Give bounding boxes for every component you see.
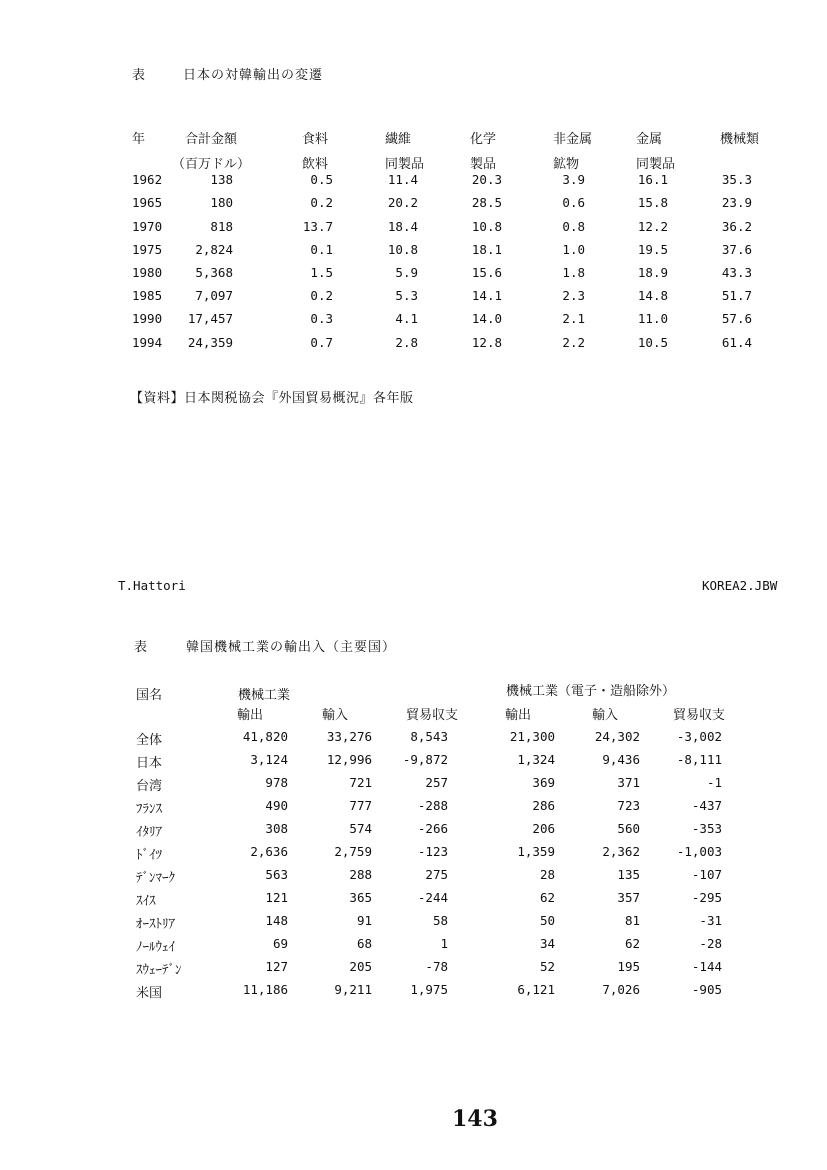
table1-cell: 17,457: [187, 311, 233, 326]
table1-cell: 10.5: [637, 335, 668, 350]
table1-cell-year: 1962: [132, 172, 163, 187]
table1-cell: 61.4: [721, 335, 752, 350]
table1-cell: 5.3: [395, 288, 418, 303]
table1-header: 合計金額: [185, 132, 238, 147]
table2-cell: 58: [432, 913, 448, 928]
table2-cell: 206: [532, 821, 555, 836]
table1-label: 表: [132, 68, 146, 83]
table2-cell: 365: [349, 890, 372, 905]
table2-cell: -31: [699, 913, 722, 928]
table2-cell: 9,436: [602, 752, 640, 767]
table1-header-sub: 鉱物: [553, 157, 580, 172]
page-number: 143: [452, 1106, 498, 1132]
table2-cell: 121: [265, 890, 288, 905]
table2-cell: 2,362: [602, 844, 640, 859]
table1-cell: 13.7: [302, 219, 333, 234]
table2-cell: -437: [691, 798, 722, 813]
table1-cell: 0.5: [310, 172, 333, 187]
table2-cell-country: 日本: [136, 756, 163, 771]
table2-cell: 777: [349, 798, 372, 813]
footer-author: T.Hattori: [118, 578, 186, 593]
table2-cell: 41,820: [242, 729, 288, 744]
table2-cell: -144: [691, 959, 722, 974]
table2-title: 韓国機械工業の輸出入（主要国）: [186, 640, 397, 655]
table1-cell: 2.1: [562, 311, 585, 326]
table2-cell: 1: [440, 936, 448, 951]
table2-cell: -123: [417, 844, 448, 859]
table1-header: 機械類: [720, 132, 760, 147]
table2-cell: -905: [691, 982, 722, 997]
table2-cell-country: 台湾: [136, 779, 163, 794]
table2-cell: 68: [356, 936, 372, 951]
table2-cell: 81: [624, 913, 640, 928]
table2-cell: 9,211: [334, 982, 372, 997]
table1-cell: 1.5: [310, 265, 333, 280]
table1-cell: 12.2: [637, 219, 668, 234]
table2-cell: 1,975: [410, 982, 448, 997]
table2-cell: -78: [425, 959, 448, 974]
table2-cell: 21,300: [509, 729, 555, 744]
table1-cell: 15.6: [471, 265, 502, 280]
table2-cell: 135: [617, 867, 640, 882]
table2-cell: 91: [356, 913, 372, 928]
table2-cell-country: ｽｲｽ: [136, 894, 156, 909]
table2-cell: -1,003: [676, 844, 722, 859]
table1-cell: 51.7: [721, 288, 752, 303]
table1-cell: 4.1: [395, 311, 418, 326]
table2-cell: -3,002: [676, 729, 722, 744]
table2-cell: 490: [265, 798, 288, 813]
table1-cell: 20.2: [387, 195, 418, 210]
table2-cell: -266: [417, 821, 448, 836]
table2-subheader: 輸出: [505, 708, 532, 723]
table1-cell: 20.3: [471, 172, 502, 187]
table2-cell: 3,124: [250, 752, 288, 767]
table2-cell: 33,276: [326, 729, 372, 744]
table1-cell: 14.8: [637, 288, 668, 303]
table1-cell: 10.8: [471, 219, 502, 234]
table2-cell: -9,872: [402, 752, 448, 767]
table1-cell: 18.4: [387, 219, 418, 234]
table2-cell: -353: [691, 821, 722, 836]
table1-cell: 19.5: [637, 242, 668, 257]
table2-cell: -295: [691, 890, 722, 905]
table1-cell: 138: [210, 172, 233, 187]
table2-cell: 11,186: [242, 982, 288, 997]
table2-group2: 機械工業（電子・造船除外）: [506, 684, 676, 699]
table1-cell: 180: [210, 195, 233, 210]
table2-cell-country: ﾄﾞｲﾂ: [136, 848, 162, 863]
table2-cell: 560: [617, 821, 640, 836]
table2-cell: 257: [425, 775, 448, 790]
table1-cell: 18.1: [471, 242, 502, 257]
table2-cell: 721: [349, 775, 372, 790]
table2-cell: -244: [417, 890, 448, 905]
table1-header: 食料: [302, 132, 329, 147]
table2-cell: -288: [417, 798, 448, 813]
table1-cell: 36.2: [721, 219, 752, 234]
table2-cell: -8,111: [676, 752, 722, 767]
table2-cell: 50: [539, 913, 555, 928]
table2-cell: 127: [265, 959, 288, 974]
table2-cell: 24,302: [594, 729, 640, 744]
table1-cell: 11.0: [637, 311, 668, 326]
table1-header: 年: [132, 132, 146, 147]
table2-cell: 286: [532, 798, 555, 813]
table2-cell: 1,324: [517, 752, 555, 767]
table2-cell: 62: [624, 936, 640, 951]
table1-header: 非金属: [553, 132, 593, 147]
table2-header-country: 国名: [136, 688, 163, 703]
table2-subheader: 輸入: [322, 708, 349, 723]
table1-cell-year: 1975: [132, 242, 163, 257]
table1-cell: 0.3: [310, 311, 333, 326]
table1-cell-year: 1985: [132, 288, 163, 303]
table1-cell: 14.0: [471, 311, 502, 326]
table2-subheader: 貿易収支: [406, 708, 459, 723]
table1-cell-year: 1994: [132, 335, 163, 350]
table2-cell: 69: [272, 936, 288, 951]
table1-cell: 5,368: [195, 265, 233, 280]
table2-cell: 978: [265, 775, 288, 790]
table2-cell: 723: [617, 798, 640, 813]
table2-cell: -28: [699, 936, 722, 951]
table1-cell: 0.6: [562, 195, 585, 210]
table2-cell: 62: [539, 890, 555, 905]
table1-header-sub: （百万ドル）: [172, 157, 251, 172]
table1-header-sub: 同製品: [385, 157, 425, 172]
table2-cell: 28: [539, 867, 555, 882]
table2-cell-country: ﾉｰﾙｳｪｲ: [136, 940, 175, 955]
table2-cell: -1: [706, 775, 722, 790]
table2-cell: 2,759: [334, 844, 372, 859]
table1-cell: 2.2: [562, 335, 585, 350]
table1-cell: 818: [210, 219, 233, 234]
table1-cell-year: 1970: [132, 219, 163, 234]
table1-cell: 2,824: [195, 242, 233, 257]
table1-cell: 10.8: [387, 242, 418, 257]
table2-subheader: 貿易収支: [673, 708, 726, 723]
table2-cell: 1,359: [517, 844, 555, 859]
table1-cell: 2.3: [562, 288, 585, 303]
table1-cell-year: 1965: [132, 195, 163, 210]
table2-cell: 8,543: [410, 729, 448, 744]
table2-cell: 7,026: [602, 982, 640, 997]
table1-cell: 1.8: [562, 265, 585, 280]
table2-cell-country: ﾃﾞﾝﾏｰｸ: [136, 871, 175, 886]
table2-cell-country: ｲﾀﾘｱ: [136, 825, 162, 840]
table2-cell: 308: [265, 821, 288, 836]
table1-source: 【資料】日本関税協会『外国貿易概況』各年版: [130, 391, 414, 406]
table1-header-sub: 同製品: [636, 157, 676, 172]
table1-title: 日本の対韓輸出の変遷: [183, 68, 324, 83]
table1-header-sub: 飲料: [302, 157, 329, 172]
table1-cell-year: 1980: [132, 265, 163, 280]
table1-header: 化学: [470, 132, 497, 147]
table1-cell: 14.1: [471, 288, 502, 303]
table1-cell: 2.8: [395, 335, 418, 350]
table1-cell: 11.4: [387, 172, 418, 187]
table2-cell: 2,636: [250, 844, 288, 859]
table1-cell: 12.8: [471, 335, 502, 350]
table1-cell: 3.9: [562, 172, 585, 187]
table1-cell: 7,097: [195, 288, 233, 303]
table2-label: 表: [134, 640, 148, 655]
table1-header: 金属: [636, 132, 663, 147]
table2-cell: 12,996: [326, 752, 372, 767]
table1-cell: 24,359: [187, 335, 233, 350]
table2-cell: 574: [349, 821, 372, 836]
table2-subheader: 輸出: [237, 708, 264, 723]
table2-cell: 52: [539, 959, 555, 974]
table2-cell: 369: [532, 775, 555, 790]
table1-cell: 0.1: [310, 242, 333, 257]
table1-cell: 37.6: [721, 242, 752, 257]
table2-cell: 357: [617, 890, 640, 905]
table2-cell-country: ｵｰｽﾄﾘｱ: [136, 917, 175, 932]
table1-cell: 0.2: [310, 288, 333, 303]
table1-cell: 0.7: [310, 335, 333, 350]
table2-cell-country: ﾌﾗﾝｽ: [136, 802, 162, 817]
table1-cell: 57.6: [721, 311, 752, 326]
table1-cell: 28.5: [471, 195, 502, 210]
table2-cell: 34: [539, 936, 555, 951]
table1-cell-year: 1990: [132, 311, 163, 326]
table1-cell: 23.9: [721, 195, 752, 210]
table1-cell: 18.9: [637, 265, 668, 280]
table2-cell: 288: [349, 867, 372, 882]
table1-cell: 5.9: [395, 265, 418, 280]
table2-cell: 275: [425, 867, 448, 882]
table2-cell: 371: [617, 775, 640, 790]
table2-cell: 148: [265, 913, 288, 928]
table1-cell: 0.2: [310, 195, 333, 210]
table1-header: 繊維: [385, 132, 412, 147]
table1-header-sub: 製品: [470, 157, 497, 172]
table2-cell: 195: [617, 959, 640, 974]
table2-cell-country: 米国: [136, 986, 163, 1001]
table2-cell-country: ｽｳｪｰﾃﾞﾝ: [136, 963, 182, 978]
table1-cell: 16.1: [637, 172, 668, 187]
table2-cell-country: 全体: [136, 733, 163, 748]
table2-subheader: 輸入: [592, 708, 619, 723]
table1-cell: 15.8: [637, 195, 668, 210]
table2-cell: 563: [265, 867, 288, 882]
table2-cell: 205: [349, 959, 372, 974]
table1-cell: 1.0: [562, 242, 585, 257]
table1-cell: 0.8: [562, 219, 585, 234]
footer-filename: KOREA2.JBW: [702, 578, 778, 593]
table1-cell: 43.3: [721, 265, 752, 280]
table2-group1: 機械工業: [238, 688, 291, 703]
table1-cell: 35.3: [721, 172, 752, 187]
table2-cell: 6,121: [517, 982, 555, 997]
table2-cell: -107: [691, 867, 722, 882]
